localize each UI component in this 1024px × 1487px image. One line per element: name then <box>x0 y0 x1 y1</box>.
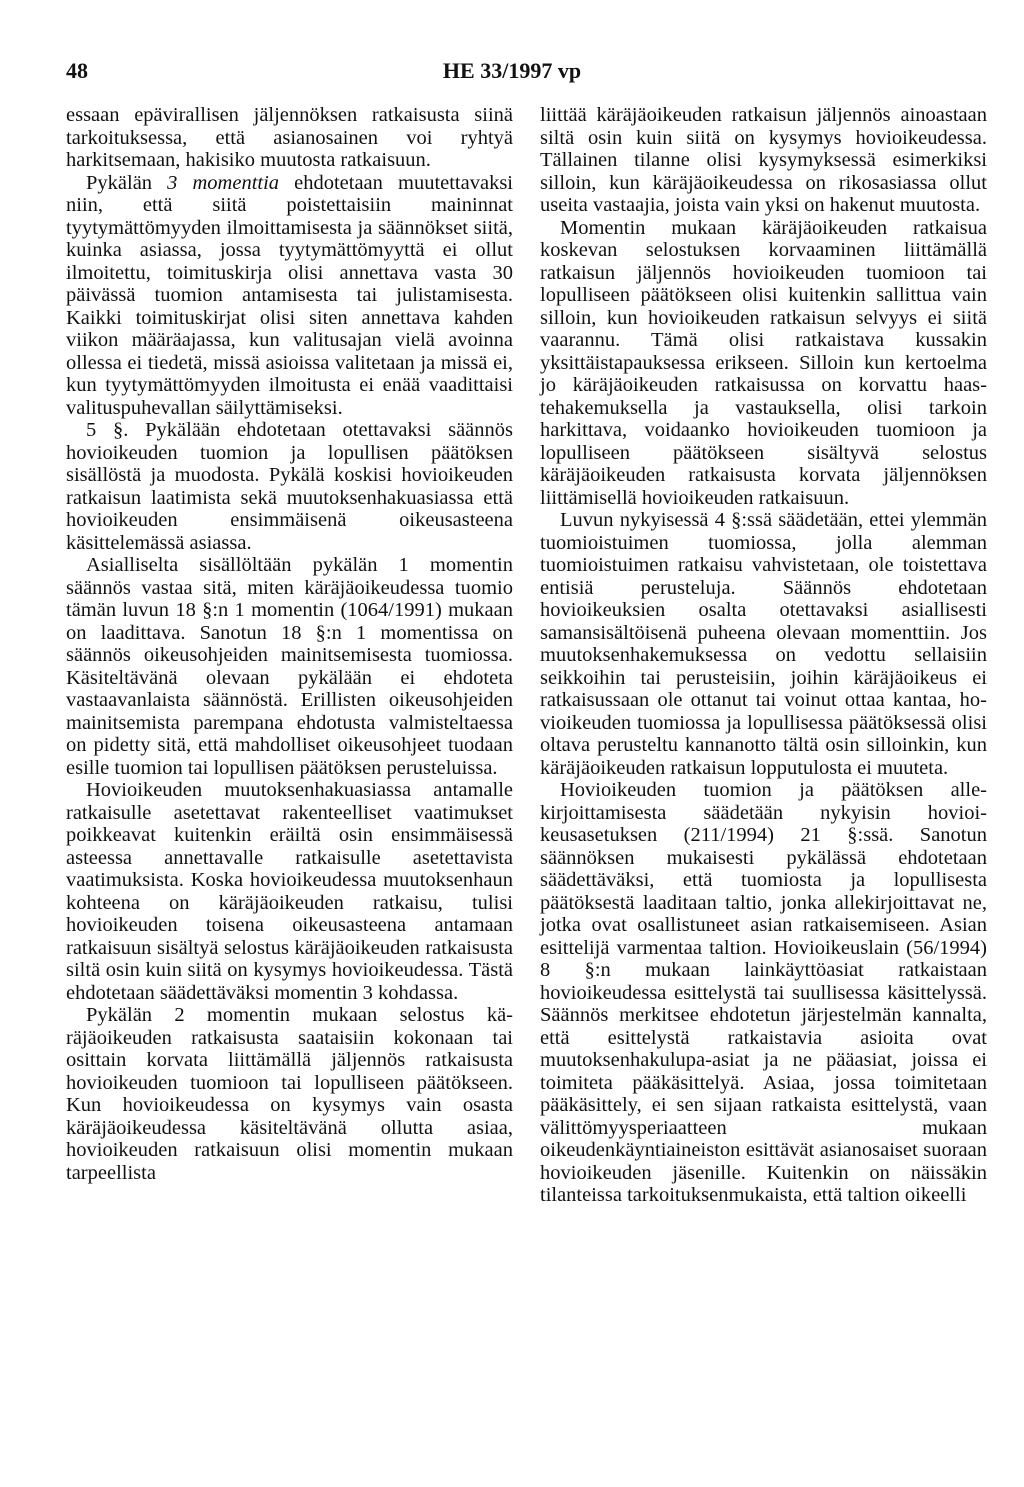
paragraph: Asialliselta sisällöltään pykälän 1 momentin säännös vastaa sitä, miten käräjäoikeudessa tuomio tämän luvun 18 §:n 1 momentin (1064/1991) mukaan on laadittava. Sanotun 18 §:n 1 momentissa on säännös oikeusohjeiden mainitsemisesta tuomiossa. Käsiteltävänä olevaan pykälään ei ehdoteta vastaavanlaista säännöstä. Erillisten oikeusohjeiden mainitsemista parempana ehdotusta valmisteltaessa on pidetty sitä, että mahdolliset oikeusohjeet tuodaan esille tuomion tai lopullisen päätöksen perusteluissa. <box>66 554 513 779</box>
running-head: HE 33/1997 vp <box>442 58 582 83</box>
paragraph: Momentin mukaan käräjäoikeuden ratkaisua koskevan selostuksen korvaaminen liittämällä ratkaisun jäljennös hovioikeuden tuomioon tai lopulliseen päätökseen olisi kuitenkin sallittua vain silloin, kun hovioikeuden ratkaisun selvyys ei siitä vaarannu. Tämä olisi ratkaistava kussakin yksittäistapauksessa erikseen. Silloin kun kertoelma jo käräjäoikeuden ratkaisussa on korvattu haastehakemuksella ja vastauksella, olisi tarkoin harkittava, voidaanko hovioikeuden tuomioon ja lopulliseen päätökseen sisältyvä selostus käräjäoikeuden ratkaisusta korvata jäljennöksen liittämisellä hovioikeuden ratkaisuun. <box>540 216 987 509</box>
right-column <box>540 104 987 1207</box>
paragraph: Luvun nykyisessä 4 §:ssä säädetään, ettei ylemmän tuomioistuimen tuomiossa, jolla alemman tuomioistuimen ratkaisu vahvistetaan, ole toistettava entisiä perusteluja. Säännös ehdotetaan hovioikeuksien osalta otettavaksi asiallisesti samansisältöisenä puheena olevaan momenttiin. Jos muutoksenhakemuksessa on vedottu sellaisiin seikkoihin tai perusteisiin, joihin käräjäoikeus ei ratkaisussaan ole ottanut tai voinut ottaa kantaa, hovioikeuden tuomiossa ja lopullisessa päätöksessä olisi oltava perusteltu kannanotto tältä osin silloinkin, kun käräjäoikeuden ratkaisun lopputulosta ei muuteta. <box>540 509 987 779</box>
paragraph-text: ehdotetaan muutettavaksi niin, että siitä poistettaisiin maininnat tyytymättömyyden ilmoittamisesta ja säännökset siitä, kuinka asiassa, jossa tyytymättömyyttä ei ollut ilmoitettu, toimituskirja olisi annettava vasta 30 päivässä tuomion antamisesta tai julistamisesta. Kaikki toimituskirjat olisi siten annettava kahden viikon määräajassa, kun valitusajan vielä avoinna ollessa ei tiedetä, missä asioissa valitetaan ja missä ei, kun tyytymättömyyden ilmoitusta ei enää vaadittaisi valituspuhevallan säilyttämiseksi. <box>66 171 513 419</box>
paragraph: 5 §. Pykälään ehdotetaan otettavaksi säännös hovioikeuden tuomion ja lopullisen päätöksen sisällöstä ja muodosta. Pykälä koskisi hovioikeuden ratkaisun laatimista sekä muutoksenhakuasiassa että hovioikeuden ensimmäisenä oikeusasteena käsittelemässä asiassa. <box>66 419 513 554</box>
paragraph: liittää käräjäoikeuden ratkaisun jäljennös ainoastaan siltä osin kuin siitä on kysymys hovioikeudessa. Tällainen tilanne olisi kysymyksessä esimerkiksi silloin, kun käräjäoikeudessa on rikosasiassa ollut useita vastaajia, joista vain yksi on hakenut muutosta. <box>540 104 987 216</box>
page-number: 48 <box>66 58 88 83</box>
paragraph <box>66 172 513 420</box>
paragraph: Hovioikeuden muutoksenhakuasiassa antamalle ratkaisulle asetettavat rakenteelliset vaatimukset poikkeavat kuitenkin eräiltä osin ensimmäisessä asteessa annettavalle ratkaisulle asetettavista vaatimuksista. Koska hovioikeudessa muutoksenhaun kohteena on käräjäoikeuden ratkaisu, tulisi hovioikeuden toisena oikeusasteena antamaan ratkaisuun sisältyä selostus käräjäoikeuden ratkaisusta siltä osin kuin siitä on kysymys hovioikeudessa. Tästä ehdotetaan säädettäväksi momentin 3 kohdassa. <box>66 779 513 1004</box>
paragraph: essaan epävirallisen jäljennöksen ratkaisusta siinä tarkoituksessa, että asianosainen voi ryhtyä harkitsemaan, hakisiko muutosta ratkaisuun. <box>66 104 513 171</box>
paragraph: Pykälän 2 momentin mukaan selostus käräjäoikeuden ratkaisusta saataisiin kokonaan tai osittain korvata liittämällä jäljennös ratkaisusta hovioikeuden tuomioon tai lopulliseen päätökseen. Kun hovioikeudessa on kysymys vain osasta käräjäoikeudessa käsiteltävänä ollutta asiaa, hovioikeuden ratkaisuun olisi momentin mukaan tarpeellista <box>66 1004 513 1184</box>
paragraph: Hovioikeuden tuomion ja päätöksen allekirjoittamisesta säädetään nykyisin hovioikeusasetuksen (211/1994) 21 §:ssä. Sanotun säännöksen mukaisesti pykälässä ehdotetaan säädettäväksi, että tuomiosta ja lopullisesta päätöksestä laaditaan taltio, jonka allekirjoittavat ne, jotka ovat osallistuneet asian ratkaisemiseen. Asian esittelijä varmentaa taltion. Hovioikeuslain (56/1994) 8 §:n mukaan lainkäyttöasiat ratkaistaan hovioikeudessa esittelystä tai suullisessa käsittelyssä. Säännös merkitsee ehdotetun järjestelmän kannalta, että esittelystä ratkaistavia asioita ovat muutoksenhakulupa-asiat ja ne pääasiat, joissa ei toimiteta pääkäsittelyä. Asiaa, jossa toimitetaan pääkäsittely, ei sen sijaan ratkaista esittelystä, vaan välittömyysperiaatteen mukaan oikeudenkäyntiaineiston esittävät asianosaiset suoraan hovioikeuden jäsenille. Kuitenkin on näissäkin tilanteissa tarkoituksenmukaista, että taltion oikeelli <box>540 779 987 1206</box>
left-column <box>66 104 513 1184</box>
paragraph-text: Pykälän <box>86 171 168 194</box>
emphasis-text: 3 momenttia <box>167 171 280 194</box>
